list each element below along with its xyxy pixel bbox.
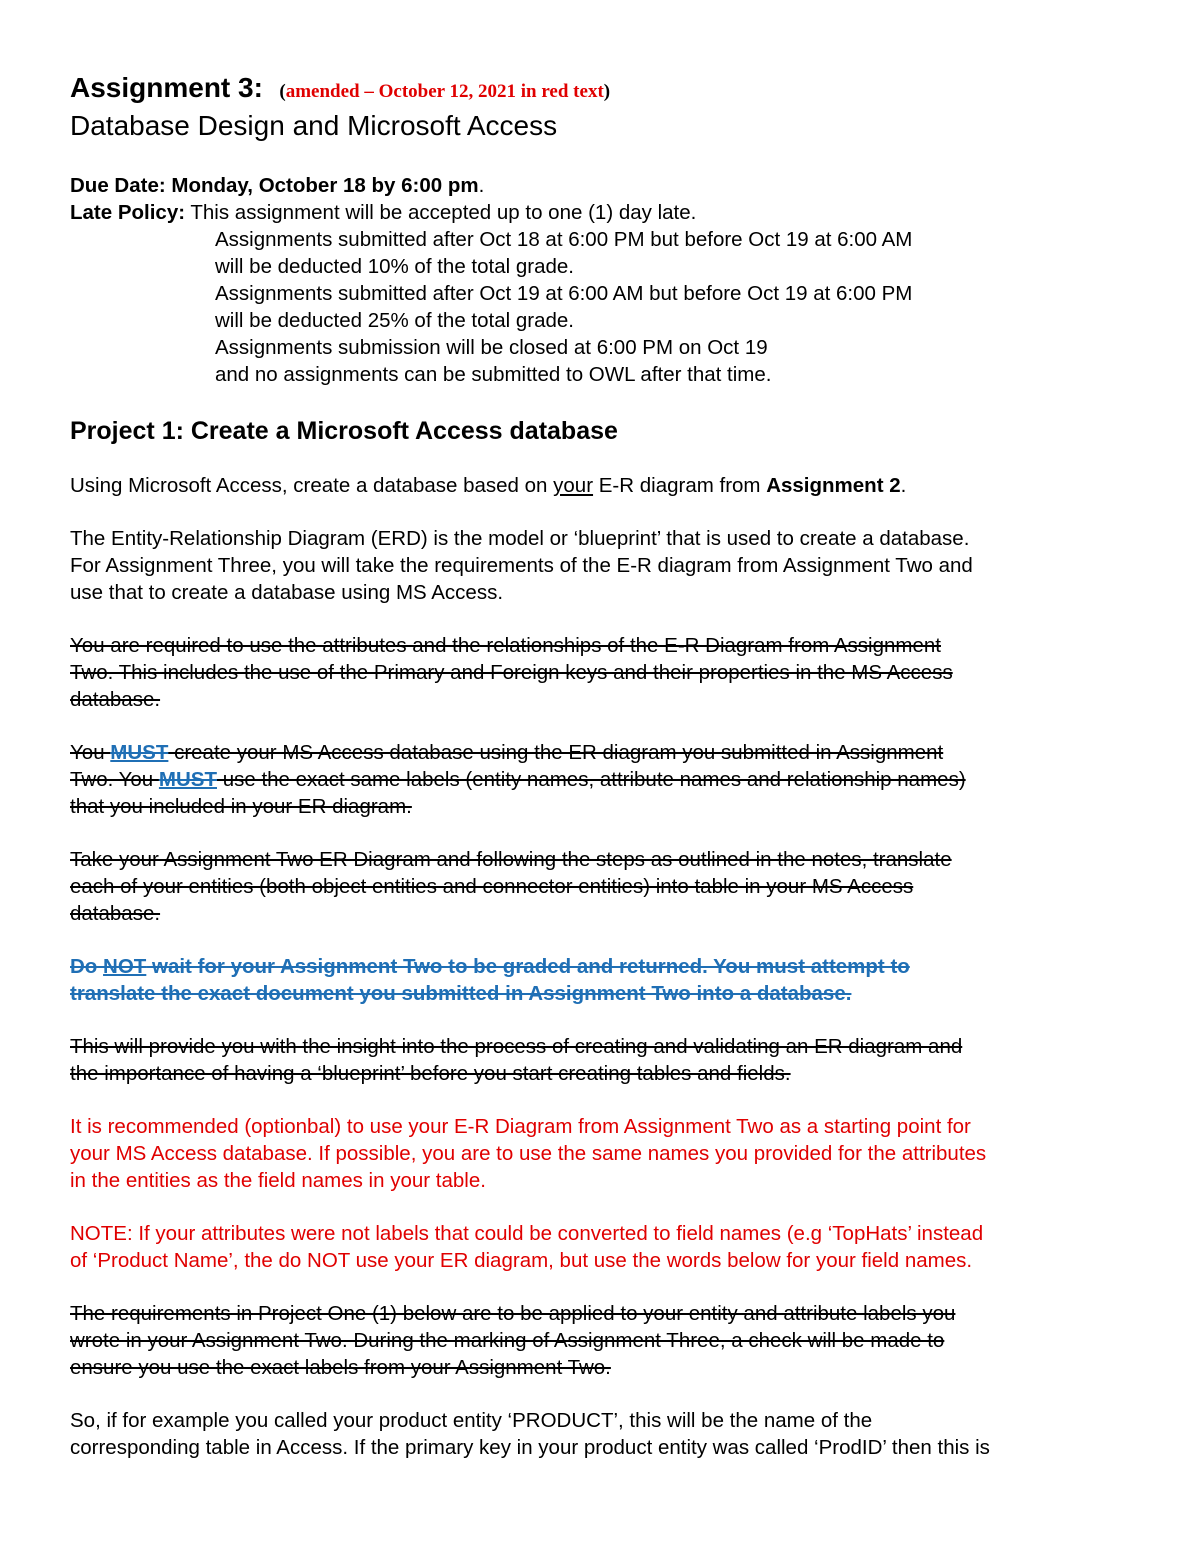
due-date: Due Date: Monday, October 18 by 6:00 pm.: [70, 174, 485, 197]
red-paragraph-line: in the entities as the field names in your table.: [70, 1169, 486, 1192]
do-not-wait-line: Do NOT wait for your Assignment Two to be graded and returned. You must attempt to: [70, 955, 910, 978]
amended-note-text: amended – October 12, 2021 in red text: [285, 81, 604, 102]
must-paragraph-line: Two. You MUST use the exact same labels (entity names, attribute names and relationship names): [70, 768, 966, 791]
red-paragraph-line: your MS Access database. If possible, you are to use the same names you provided for the attributes: [70, 1142, 987, 1165]
late-policy-line: Assignments submitted after Oct 19 at 6:00 AM but before Oct 19 at 6:00 PM: [215, 282, 913, 305]
amended-note: (amended – October 12, 2021 in red text): [279, 81, 611, 102]
must-paragraph-line: that you included in your ER diagram.: [70, 795, 412, 818]
erd-paragraph-line: The Entity-Relationship Diagram (ERD) is the model or ‘blueprint’ that is used to create a database.: [70, 527, 970, 550]
struck-paragraph-line: database.: [70, 688, 161, 711]
struck-paragraph-line: Take your Assignment Two ER Diagram and following the steps as outlined in the notes, translate: [70, 848, 952, 871]
late-policy-line: Assignments submission will be closed at 6:00 PM on Oct 19: [215, 336, 768, 359]
do-not-wait-line: translate the exact document you submitted in Assignment Two into a database.: [70, 982, 852, 1005]
title-line: [70, 72, 1150, 108]
note-paragraph-line: of ‘Product Name’, the do NOT use your ER diagram, but use the words below for your field names.: [70, 1249, 973, 1272]
late-policy-line: will be deducted 10% of the total grade.: [215, 255, 574, 278]
struck-paragraph-line: database.: [70, 902, 161, 925]
struck-paragraph-line: the importance of having a ‘blueprint’ before you start creating tables and fields.: [70, 1062, 791, 1085]
must-emphasis: MUST: [158, 768, 217, 791]
late-policy-line: and no assignments can be submitted to OWL after that time.: [215, 363, 772, 386]
assignment-subtitle: Database Design and Microsoft Access: [70, 110, 558, 141]
red-paragraph-line: It is recommended (optionbal) to use your E-R Diagram from Assignment Two as a starting point for: [70, 1115, 971, 1138]
erd-paragraph-line: For Assignment Three, you will take the requirements of the E-R diagram from Assignment Two and: [70, 554, 973, 577]
struck-paragraph-line: ensure you use the exact labels from your Assignment Two.: [70, 1356, 611, 1379]
struck-paragraph-line: each of your entities (both object entities and connector entities) into table in your MS Access: [70, 875, 914, 898]
assignment-title: Assignment 3:: [70, 72, 263, 103]
struck-paragraph-line: Two. This includes the use of the Primary and Foreign keys and their properties in the MS Access: [70, 661, 953, 684]
struck-paragraph-line: wrote in your Assignment Two. During the marking of Assignment Three, a check will be made to: [70, 1329, 945, 1352]
project-heading: Project 1: Create a Microsoft Access database: [70, 417, 618, 445]
note-paragraph-line: NOTE: If your attributes were not labels that could be converted to field names (e.g ‘TopHats’ instead: [70, 1222, 984, 1245]
struck-paragraph-line: The requirements in Project One (1) below are to be applied to your entity and attribute labels you: [70, 1302, 956, 1325]
must-emphasis: MUST: [110, 741, 169, 764]
late-policy-line: Assignments submitted after Oct 18 at 6:00 PM but before Oct 19 at 6:00 AM: [215, 228, 913, 251]
late-policy: Late Policy: This assignment will be accepted up to one (1) day late.: [70, 201, 697, 224]
must-paragraph-line: You MUST create your MS Access database using the ER diagram you submitted in Assignment: [70, 741, 944, 764]
document-page: [70, 72, 1150, 1461]
intro-paragraph: Using Microsoft Access, create a database based on your E-R diagram from Assignment 2.: [70, 474, 907, 497]
example-paragraph-line: corresponding table in Access. If the primary key in your product entity was called ‘ProdID’ then this is: [70, 1436, 990, 1459]
struck-paragraph-line: This will provide you with the insight into the process of creating and validating an ER diagram and: [70, 1035, 963, 1058]
late-policy-line: will be deducted 25% of the total grade.: [215, 309, 574, 332]
example-paragraph-line: So, if for example you called your product entity ‘PRODUCT’, this will be the name of the: [70, 1409, 873, 1432]
struck-paragraph-line: You are required to use the attributes and the relationships of the E-R Diagram from Assignment: [70, 634, 941, 657]
erd-paragraph-line: use that to create a database using MS Access.: [70, 581, 504, 604]
